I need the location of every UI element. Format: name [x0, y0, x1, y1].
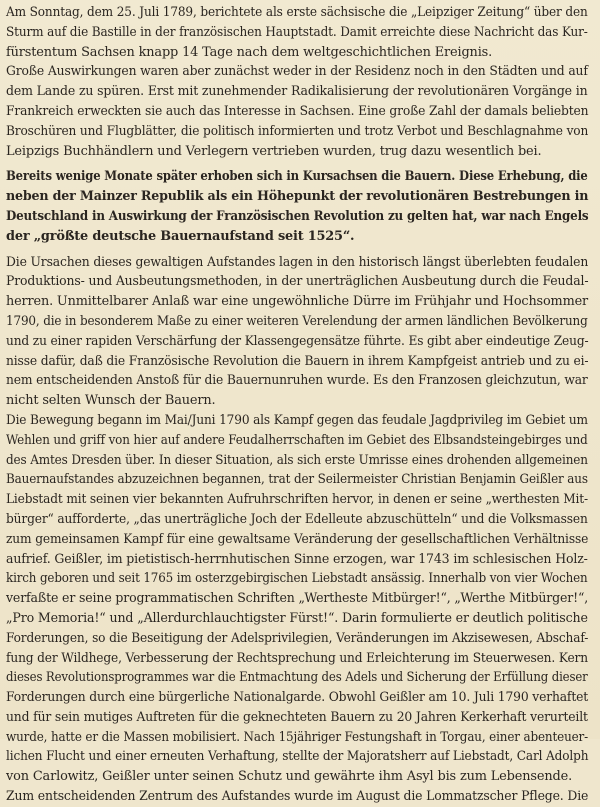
text-line: fung der Wildhege, Verbesserung der Rechtsprechung und Erleichterung im Steuerwesen. Kern	[6, 650, 588, 666]
text-line: von Carlowitz, Geißler unter seinen Schutz und gewährte ihm Asyl bis zum Lebensende.	[6, 769, 573, 785]
text-line: kirch geboren und seit 1765 im osterzgebirgischen Liebstadt ansässig. Innerhalb von vier Wochen	[6, 571, 588, 587]
paragraph-effects-in-saxony	[6, 62, 588, 161]
paragraph-causes	[6, 253, 588, 411]
text-line: Die Ursachen dieses gewaltigen Aufstandes lagen in den historisch längst überlebten feudalen	[6, 254, 589, 270]
text-line: Liebstadt mit seinen vier bekannten Aufruhrschriften hervor, in denen er seine „werthesten Mit-	[6, 492, 588, 508]
paragraph-peasant-uprising-summary	[6, 167, 588, 246]
text-line: nicht selten Wunsch der Bauern.	[6, 393, 216, 409]
text-line: herren. Unmittelbarer Anlaß war eine ungewöhnliche Dürre im Frühjahr und Hochsommer	[6, 294, 589, 310]
paragraph-bastille-news	[6, 3, 588, 62]
text-line: bürger“ aufforderte, „das unerträgliche Joch der Edelleute abzuschütteln“ und die Volksmassen	[6, 511, 588, 527]
text-line: Zum entscheidenden Zentrum des Aufstandes wurde im August die Lommatzscher Pflege. Die	[6, 789, 589, 805]
text-line: und zu einer rapiden Verschärfung der Klassengegensätze führte. Es gibt aber eindeutige Zeug-	[6, 333, 589, 349]
text-line: neben der Mainzer Republik als ein Höhepunkt der revolutionären Bestrebungen in	[6, 189, 589, 205]
text-line: Die Bewegung begann im Mai/Juni 1790 als Kampf gegen das feudale Jagdprivileg im Gebiet um	[6, 412, 588, 428]
text-line: fürstentum Sachsen knapp 14 Tage nach dem weltgeschichtlichen Ereignis.	[6, 44, 493, 60]
text-line: Am Sonntag, dem 25. Juli 1789, berichtete als erste sächsische die „Leipziger Zeitung“ über den	[6, 5, 588, 20]
text-line: Bauernaufstandes abzuzeichnen begannen, trat der Seilermeister Christian Benjamin Geißler aus	[6, 472, 588, 488]
text-line: nisse dafür, daß die Französische Revolution die Bauern in ihrem Kampfgeist antrieb und zu ei-	[6, 353, 589, 369]
paragraph-lommatzsch-center	[6, 787, 588, 807]
text-line: Sturm auf die Bastille in der französischen Hauptstadt. Damit erreichte diese Nachricht das Kur-	[6, 24, 588, 40]
text-line: und für sein mutiges Auftreten für die geknechteten Bauern zu 20 Jahren Kerkerhaft verurteilt	[6, 709, 588, 725]
text-line: aufrief. Geißler, im pietistisch-herrnhutischen Sinne erzogen, war 1743 im schlesischen Holz-	[6, 551, 588, 567]
text-line: Bereits wenige Monate später erhoben sich in Kursachsen die Bauern. Diese Erhebung, die	[6, 169, 588, 185]
text-line: wurde, hatte er die Massen mobilisiert. Nach 15jähriger Festungshaft in Torgau, einer abenteuer-	[6, 729, 589, 745]
text-line: zum gemeinsamen Kampf für eine gewaltsame Veränderung der gesellschaftlichen Verhältnisse	[6, 531, 589, 547]
text-line: nem entscheidenden Anstoß für die Bauernunruhen wurde. Es den Franzosen gleichzutun, war	[6, 373, 588, 389]
text-line: Broschüren und Flugblätter, die politisch informierten und trotz Verbot und Beschlagnahme von	[6, 123, 589, 139]
text-line: Große Auswirkungen waren aber zunächst weder in der Residenz noch in den Städten und auf	[6, 64, 588, 80]
paragraph-movement-and-geissler	[6, 411, 588, 787]
text-line: dem Lande zu spüren. Erst mit zunehmender Radikalisierung der revolutionären Vorgänge in	[6, 84, 588, 100]
text-line: lichen Flucht und einer erneuten Verhaftung, stellte der Majoratsherr auf Liebstadt, Carl Adolph	[6, 749, 589, 765]
text-line: verfaßte er seine programmatischen Schriften „Wertheste Mitbürger!“, „Werthe Mitbürger!“,	[6, 591, 589, 607]
text-line: „Pro Memoria!“ und „Allerdurchlauchtigster Fürst!“. Darin formulierte er deutlich politische	[6, 610, 588, 626]
text-line: dieses Revolutionsprogrammes war die Entmachtung des Adels und Sicherung der Erfüllung dieser	[6, 670, 588, 686]
text-line: Forderungen, so die Beseitigung der Adelsprivilegien, Veränderungen im Akzisewesen, Abschaf-	[6, 630, 589, 646]
text-line: Produktions- und Ausbeutungsmethoden, in der unerträglichen Ausbeutung durch die Feudal-	[6, 274, 589, 290]
text-line: Frankreich erweckten sie auch das Interesse in Sachsen. Eine große Zahl der damals beliebten	[6, 103, 589, 119]
text-line: der „größte deutsche Bauernaufstand seit 1525“.	[6, 228, 355, 244]
text-line: Forderungen durch eine bürgerliche Nationalgarde. Obwohl Geißler am 10. Juli 1790 verhaftet	[6, 690, 589, 706]
text-line: des Amtes Dresden über. In dieser Situation, als sich erste Umrisse eines drohenden allgemeinen	[6, 452, 588, 468]
text-line: Wehlen und griff von hier auf andere Feudalherrschaften im Gebiet des Elbsandsteingebirges und	[6, 432, 588, 448]
text-line: Leipzigs Buchhändlern und Verlegern vertrieben wurden, trug dazu wesentlich bei.	[6, 143, 542, 159]
text-line: Deutschland in Auswirkung der Französischen Revolution zu gelten hat, war nach Engels	[6, 208, 589, 224]
text-line: 1790, die in besonderem Maße zu einer weiteren Verelendung der armen ländlichen Bevölkerung	[6, 313, 588, 329]
